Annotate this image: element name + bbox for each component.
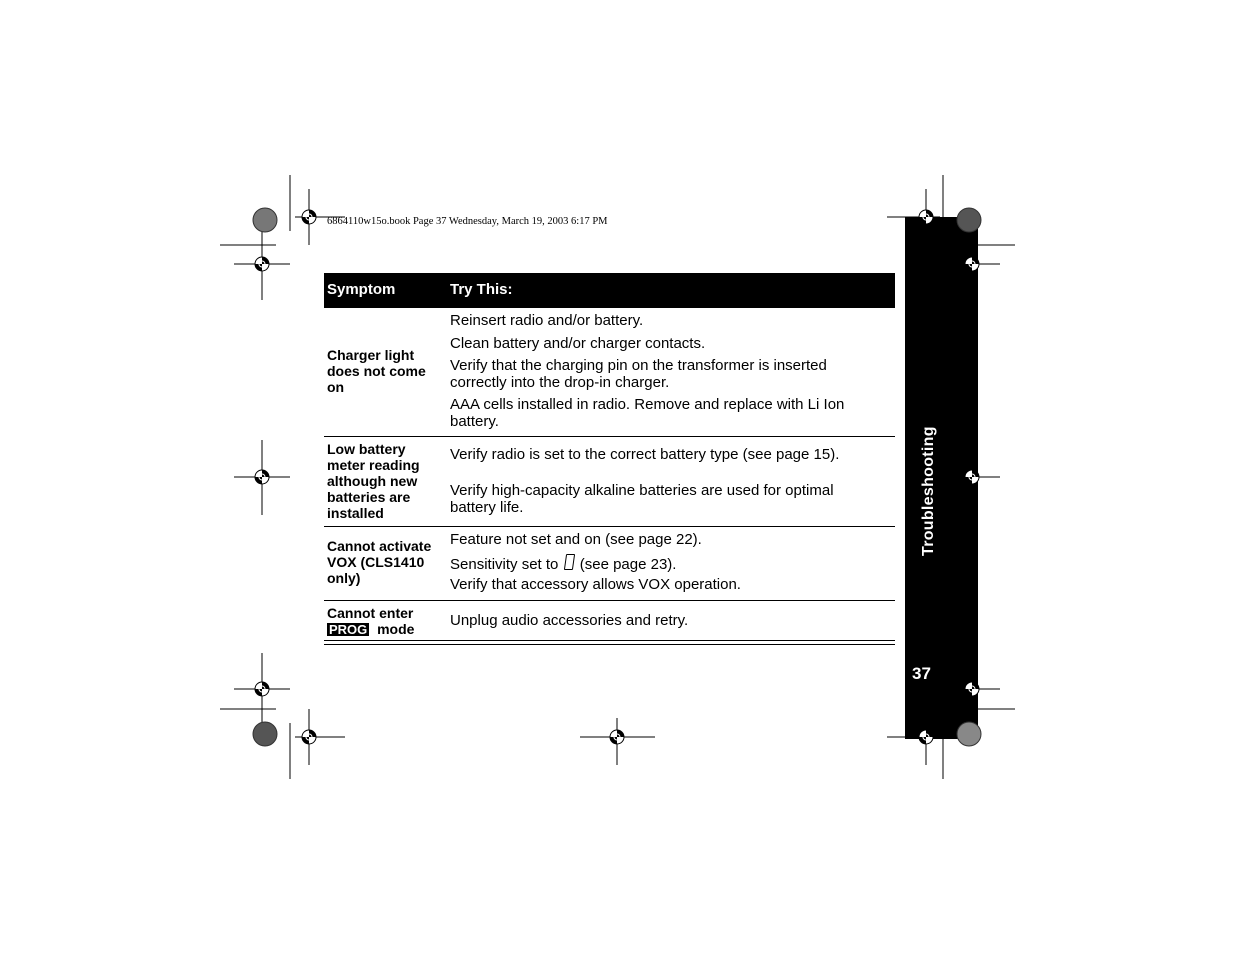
remedy-clean-contacts: Clean battery and/or charger contacts. (450, 335, 706, 352)
symptom-mode-text: mode (377, 621, 415, 637)
crosshair-target-icon (255, 210, 979, 744)
remedy-reinsert: Reinsert radio and/or battery. (450, 312, 644, 329)
remedy-aaa-cells: AAA cells installed in radio. Remove and replace with Li Ion battery. (450, 396, 845, 430)
symptom-low-battery: Low battery meter reading although new batteries are installed (327, 441, 420, 521)
symptom-vox: Cannot activate VOX (CLS1410 only) (327, 538, 432, 586)
page-number: 37 (912, 664, 931, 683)
remedy-sensitivity-text: Sensitivity set to (450, 556, 559, 573)
starburst-patch-icon (253, 208, 981, 746)
remedy-accessory-vox: Verify that accessory allows VOX operation. (450, 576, 741, 593)
header-symptom: Symptom (327, 281, 396, 298)
symptom-cannot-enter-text: Cannot enter (327, 605, 414, 621)
side-tab-label: Troubleshooting (920, 426, 937, 556)
remedy-charging-pin: Verify that the charging pin on the transformer is inserted correctly into the drop-in charger. (450, 357, 827, 391)
prog-badge: PROG (329, 622, 368, 637)
remedy-alkaline: Verify high-capacity alkaline batteries are used for optimal battery life. (450, 482, 834, 516)
remedy-battery-type: Verify radio is set to the correct battery type (see page 15). (450, 446, 840, 463)
remedy-feature-not-set: Feature not set and on (see page 22). (450, 531, 702, 548)
file-header: 6864110w15o.book Page 37 Wednesday, March 19, 2003 6:17 PM (327, 216, 608, 227)
remedy-unplug: Unplug audio accessories and retry. (450, 612, 689, 629)
header-try-this: Try This: (450, 281, 513, 298)
remedy-sensitivity-page: (see page 23). (579, 556, 677, 573)
symptom-charger-light: Charger light does not come on (327, 347, 426, 395)
